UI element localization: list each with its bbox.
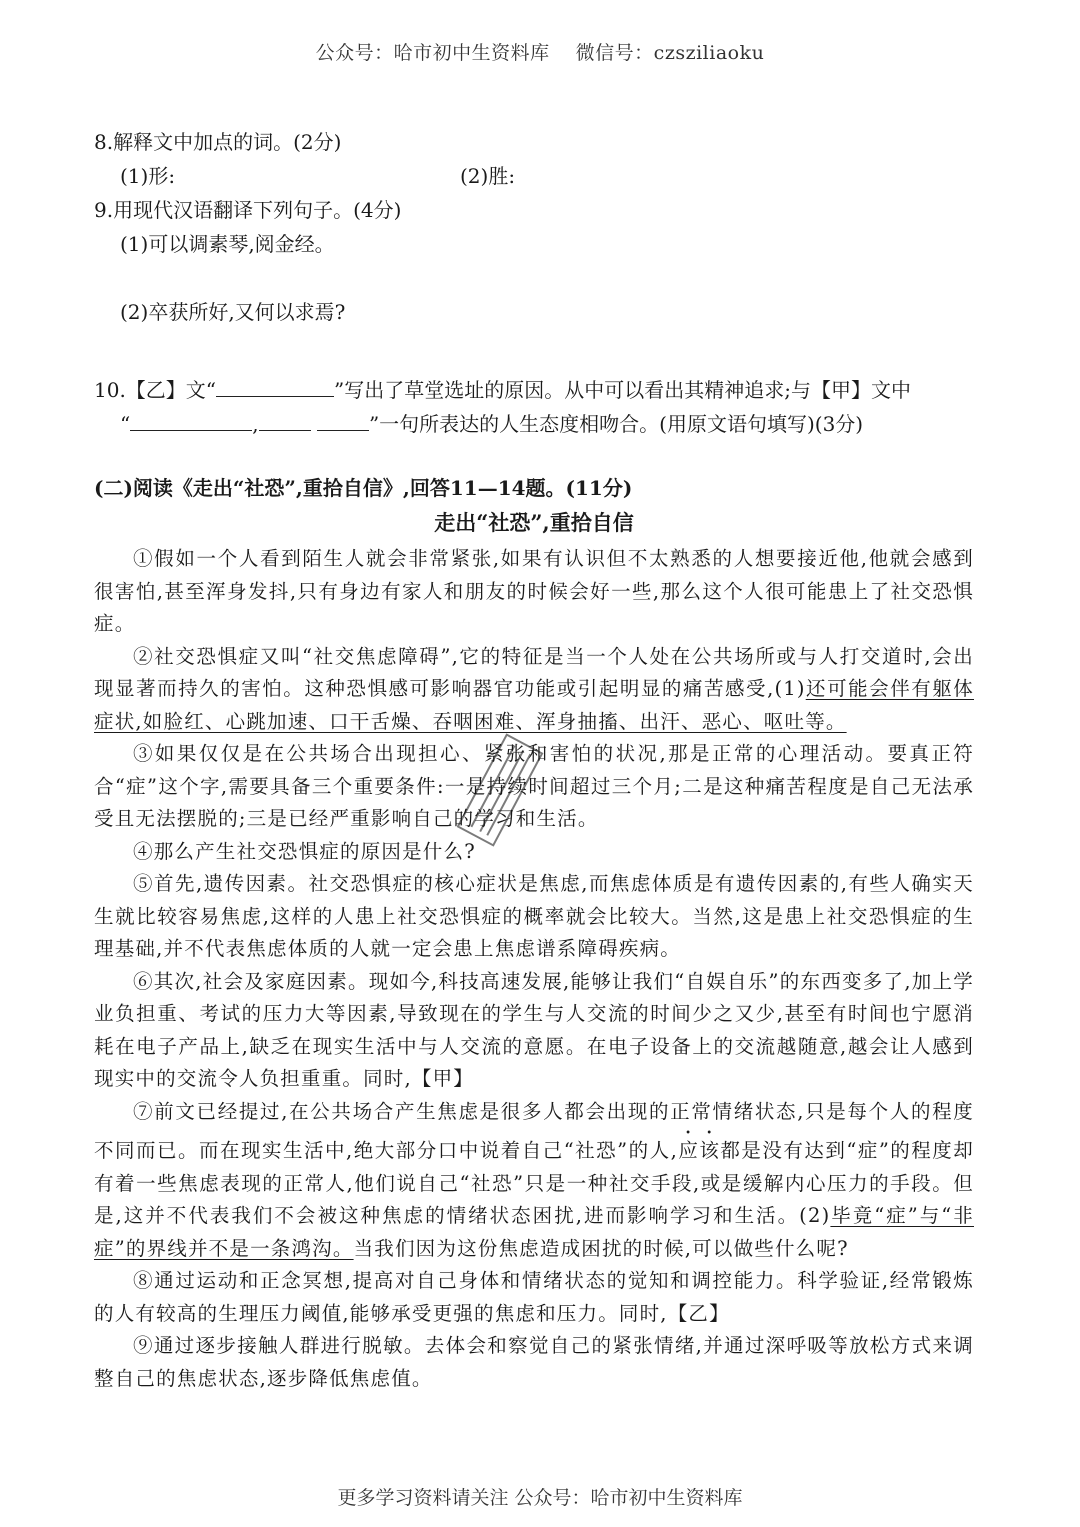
question-10-text-1: 10.【乙】文“ xyxy=(94,378,217,402)
question-9-sentence-1: (1)可以调素琴,阅金经。 xyxy=(120,232,335,256)
paragraph-7-text-b: 都是没有达到“症”的程度却有着一些焦虑表现的正常人,他们说自己“社恐”只是一种社交手段,或是缓解内心压力的手段。但是,这并不代表我们不会被这种焦虑的情绪状态困扰,进而影响学习和生活。(2) xyxy=(94,1139,974,1227)
question-8-answers xyxy=(94,159,974,193)
paragraph-6: ⑥其次,社会及家庭因素。现如今,科技高速发展,能够让我们“自娱自乐”的东西变多了,加上学业负担重、考试的压力大等因素,导致现在的学生与人交流的时间少之又少,甚至有时间也宁愿消耗在电子产品上,缺乏在现实生活中与人交流的意愿。在电子设备上的交流越随意,越会让人感到现实中的交流令人负担重重。同时,【甲】 xyxy=(94,969,974,1090)
header-wechat: 微信号：czsziliaoku xyxy=(575,42,765,64)
stamp-line xyxy=(471,746,514,827)
stamp-line xyxy=(487,754,530,835)
answer-blank[interactable] xyxy=(317,408,369,431)
answer-blank[interactable] xyxy=(130,408,252,431)
answer-blank[interactable] xyxy=(216,374,334,397)
paragraph-4: ④那么产生社交恐惧症的原因是什么? xyxy=(133,839,476,863)
question-10-text-5: ”一句所表达的人生态度相吻合。(用原文语句填写)(3分) xyxy=(368,412,864,436)
question-8-stem: 8.解释文中加点的词。(2分) xyxy=(94,130,342,154)
article-title: 走出“社恐”,重拾自信 xyxy=(434,510,634,535)
question-10-text-2: ”写出了草堂选址的原因。从中可以看出其精神追求;与【甲】文中 xyxy=(334,378,911,402)
question-9-sentence-2: (2)卒获所好,又何以求焉? xyxy=(120,300,346,324)
paragraph-5: ⑤首先,遗传因素。社交恐惧症的核心症状是焦虑,而焦虑体质是有遗传因素的,有些人确实天生就比较容易焦虑,这样的人患上社交恐惧症的概率就会比较大。当然,这是患上社交恐惧症的生理基础,并不代表焦虑体质的人就一定会患上焦虑谱系障碍疾病。 xyxy=(94,872,974,960)
question-10-text-4: , xyxy=(252,412,259,436)
paragraph-1: ①假如一个人看到陌生人就会非常紧张,如果有认识但不太熟悉的人想要接近他,他就会感到很害怕,甚至浑身发抖,只有身边有家人和朋友的时候会好一些,那么这个人很可能患上了社交恐惧症。 xyxy=(94,547,974,635)
footer-banner: 更多学习资料请关注 公众号：哈市初中生资料库 xyxy=(337,1487,743,1509)
paragraph-3: ③如果仅仅是在公共场合出现担心、紧张和害怕的状况,那是正常的心理活动。要真正符合“症”这个字,需要具备三个重要条件:一是持续时间超过三个月;二是这种痛苦程度是自己无法承受且无法摆脱的;三是已经严重影响自己的学习和生活。 xyxy=(94,742,974,830)
dotted-word: 应该 xyxy=(678,1139,721,1162)
question-8-answer-1: (1)形: xyxy=(120,164,176,188)
answer-blank[interactable] xyxy=(259,408,311,431)
stamp-line xyxy=(480,750,523,831)
question-9-stem: 9.用现代汉语翻译下列句子。(4分) xyxy=(94,198,402,222)
stamp-box xyxy=(458,735,542,846)
section-2-heading: (二)阅读《走出“社恐”,重拾自信》,回答11—14题。(11分) xyxy=(94,476,633,500)
paragraph-7-text-a: ⑦前文已经提过,在公共场合产生焦虑是很多人都会出现的正常情绪状态,只是每个人的程度不同而已。而在现实生活中,绝大部分口中说着自己“社恐”的人, xyxy=(94,1099,974,1162)
paragraph-2-text: ②社交恐惧症又叫“社交焦虑障碍”,它的特征是当一个人处在公共场所或与人打交道时,会出现显著而持久的害怕。这种恐惧感可影响器官功能或引起明显的痛苦感受,(1) xyxy=(94,644,974,700)
header-banner xyxy=(0,38,1080,65)
underlined-sentence-2: 毕竟“症”与“非症”的界线并不是一条鸿沟。 xyxy=(94,1204,974,1260)
underlined-sentence-1: 还可能会伴有躯体症状,如脸红、心跳加速、口干舌燥、吞咽困难、浑身抽搐、出汗、恶心、呕吐等。 xyxy=(94,677,974,733)
paragraph-8: ⑧通过运动和正念冥想,提高对自己身体和情绪状态的觉知和调控能力。科学验证,经常锻炼的人有较高的生理压力阈值,能够承受更强的焦虑和压力。同时,【乙】 xyxy=(94,1269,974,1325)
header-account: 公众号：哈市初中生资料库 xyxy=(315,42,550,64)
question-10 xyxy=(94,373,974,441)
paragraph-7 xyxy=(94,1096,974,1266)
stamp-watermark xyxy=(440,720,560,860)
question-10-text-3: “ xyxy=(120,412,131,436)
paragraph-7-text-c: 当我们因为这份焦虑造成困扰的时候,可以做些什么呢? xyxy=(353,1236,849,1260)
question-8-answer-2: (2)胜: xyxy=(460,164,516,188)
paragraph-9: ⑨通过逐步接触人群进行脱敏。去体会和察觉自己的紧张情绪,并通过深呼吸等放松方式来调整自己的焦虑状态,逐步降低焦虑值。 xyxy=(94,1334,974,1390)
